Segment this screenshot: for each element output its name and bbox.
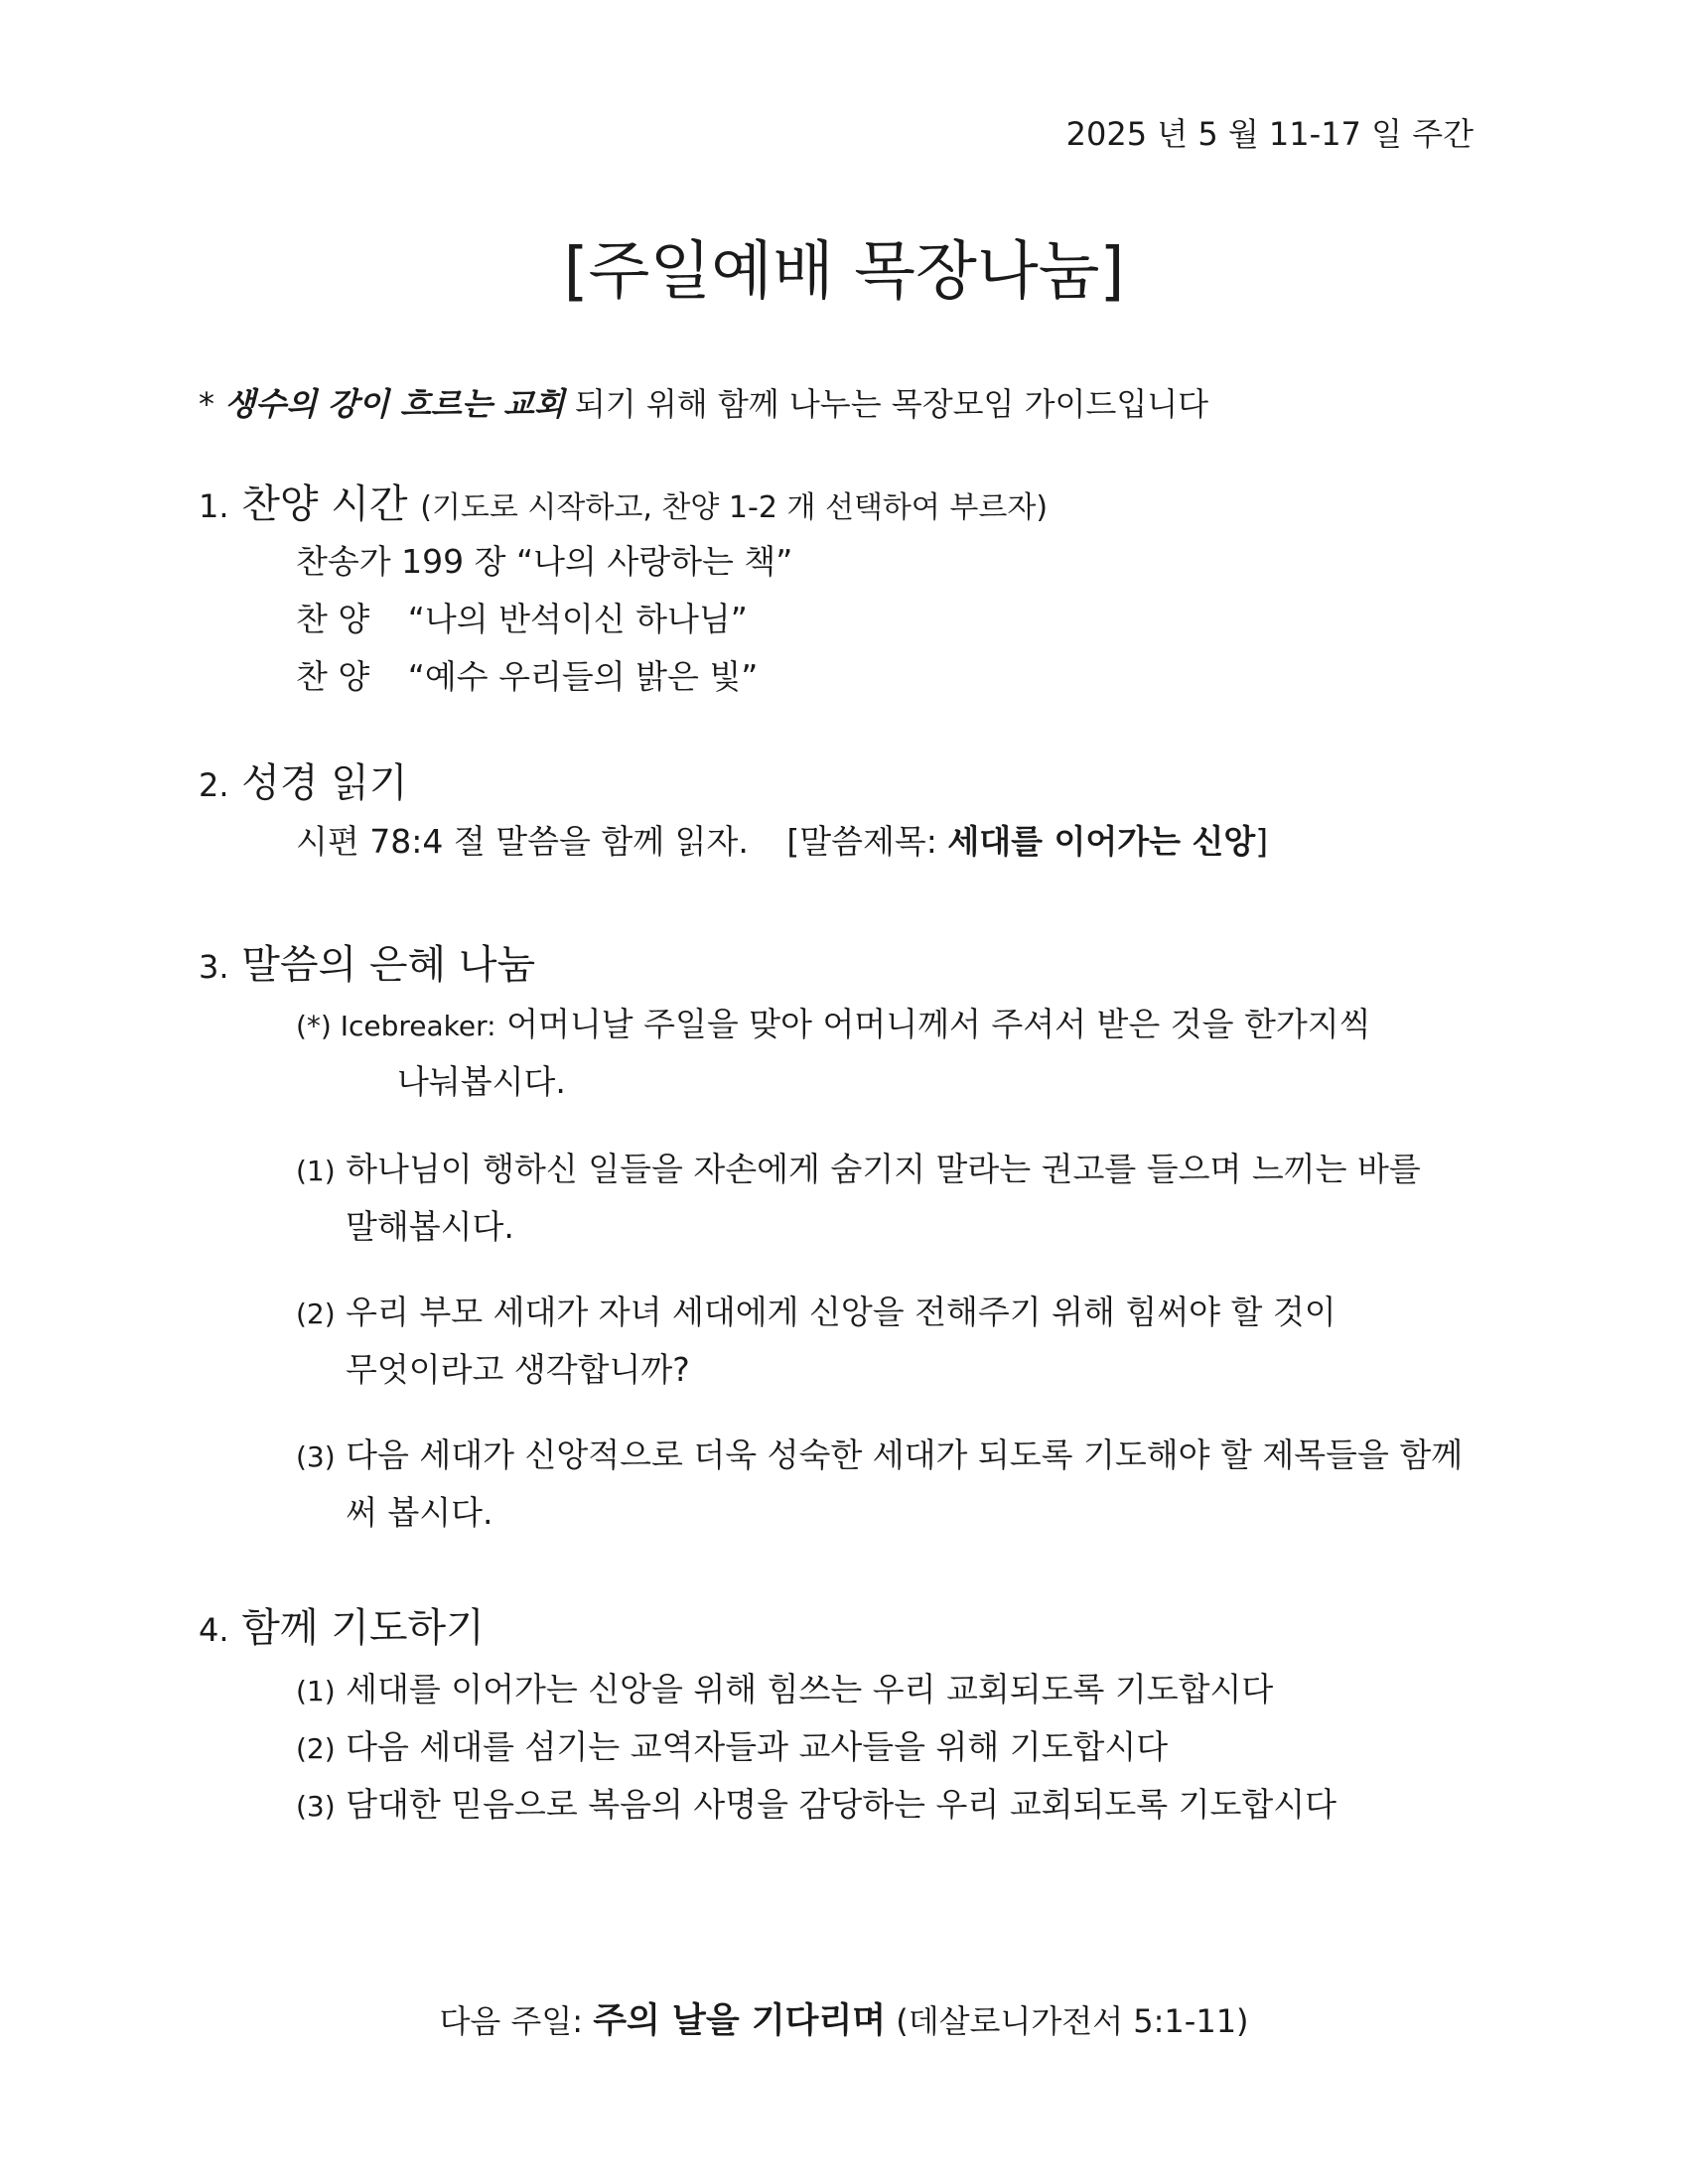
song-title: “나의 사랑하는 책” bbox=[515, 542, 793, 581]
question-continuation: 말해봅시다. bbox=[346, 1207, 514, 1246]
song-item bbox=[296, 594, 748, 640]
section-1-subtitle: (기도로 시작하고, 찬양 1-2 개 선택하여 부르자) bbox=[420, 490, 1049, 525]
question-item bbox=[296, 1287, 1336, 1333]
song-title: “예수 우리들의 밝은 빛” bbox=[407, 657, 759, 696]
bible-reading bbox=[296, 816, 1268, 863]
section-1-heading bbox=[199, 473, 1048, 529]
icebreaker-label: (*) Icebreaker: bbox=[296, 1010, 496, 1042]
prayer-item bbox=[296, 1664, 1273, 1710]
section-4-title: 함께 기도하기 bbox=[241, 1605, 485, 1651]
song-item bbox=[296, 536, 792, 583]
question-number: (2) bbox=[296, 1297, 336, 1330]
intro-bullet: * bbox=[199, 385, 214, 423]
prayer-text: 담대한 믿음으로 복음의 사명을 감당하는 우리 교회되도록 기도합시다 bbox=[346, 1785, 1337, 1824]
song-label: 찬 양 bbox=[296, 600, 370, 638]
sermon-prefix: [말씀제목: bbox=[786, 822, 937, 861]
sermon-title: 세대를 이어가는 신앙 bbox=[947, 822, 1256, 861]
question-number: (3) bbox=[296, 1440, 336, 1473]
next-sunday-prefix: 다음 주일: bbox=[439, 2002, 584, 2040]
prayer-item bbox=[296, 1721, 1168, 1768]
question-item bbox=[296, 1144, 1421, 1190]
prayer-number: (1) bbox=[296, 1675, 336, 1707]
intro-emphasis: 생수의 강이 흐르는 교회 bbox=[224, 385, 565, 423]
question-item bbox=[296, 1430, 1463, 1476]
section-3-number: 3. bbox=[199, 948, 229, 986]
next-sunday-reference: (데살로니가전서 5:1-11) bbox=[896, 2002, 1249, 2040]
song-item bbox=[296, 651, 758, 698]
prayer-number: (2) bbox=[296, 1732, 336, 1765]
question-text: 다음 세대가 신앙적으로 더욱 성숙한 세대가 되도록 기도해야 할 제목들을 함께 bbox=[346, 1435, 1464, 1474]
question-continuation: 써 봅시다. bbox=[346, 1493, 493, 1532]
section-3-title: 말씀의 은혜 나눔 bbox=[241, 942, 536, 988]
icebreaker-continuation: 나눠봅시다. bbox=[397, 1062, 566, 1101]
reading-text: 시편 78:4 절 말씀을 함께 읽자. bbox=[296, 822, 749, 861]
section-4-heading bbox=[199, 1596, 485, 1653]
song-title: “나의 반석이신 하나님” bbox=[407, 600, 748, 638]
prayer-text: 세대를 이어가는 신앙을 위해 힘쓰는 우리 교회되도록 기도합시다 bbox=[346, 1670, 1274, 1708]
prayer-number: (3) bbox=[296, 1790, 336, 1823]
section-1-title: 찬양 시간 bbox=[241, 481, 408, 527]
next-sunday-title: 주의 날을 기다리며 bbox=[593, 2001, 887, 2041]
question-text: 하나님이 행하신 일들을 자손에게 숨기지 말라는 권고를 들으며 느끼는 바를 bbox=[346, 1150, 1421, 1188]
section-2-heading bbox=[199, 751, 408, 808]
section-4-number: 4. bbox=[199, 1611, 229, 1649]
section-2-number: 2. bbox=[199, 766, 229, 804]
question-continuation: 무엇이라고 생각합니까? bbox=[346, 1350, 690, 1389]
question-text: 우리 부모 세대가 자녀 세대에게 신앙을 전해주기 위해 힘써야 할 것이 bbox=[346, 1293, 1336, 1331]
intro-line bbox=[199, 379, 1208, 425]
next-sunday bbox=[0, 1993, 1688, 2043]
section-3-heading bbox=[199, 933, 535, 990]
question-number: (1) bbox=[296, 1155, 336, 1187]
page-title: [주일예배 목장나눔] bbox=[563, 235, 1125, 309]
icebreaker bbox=[296, 999, 1370, 1045]
prayer-item bbox=[296, 1779, 1336, 1826]
week-date: 2025 년 5 월 11-17 일 주간 bbox=[1065, 115, 1474, 153]
prayer-text: 다음 세대를 섬기는 교역자들과 교사들을 위해 기도합시다 bbox=[346, 1727, 1169, 1766]
intro-rest: 되기 위해 함께 나누는 목장모임 가이드입니다 bbox=[574, 385, 1209, 423]
icebreaker-text: 어머니날 주일을 맞아 어머니께서 주셔서 받은 것을 한가지씩 bbox=[506, 1005, 1371, 1043]
sermon-suffix: ] bbox=[1255, 822, 1269, 861]
song-label: 찬송가 199 장 bbox=[296, 542, 506, 581]
section-1-number: 1. bbox=[199, 487, 229, 525]
section-2-title: 성경 읽기 bbox=[241, 760, 408, 806]
song-label: 찬 양 bbox=[296, 657, 370, 696]
